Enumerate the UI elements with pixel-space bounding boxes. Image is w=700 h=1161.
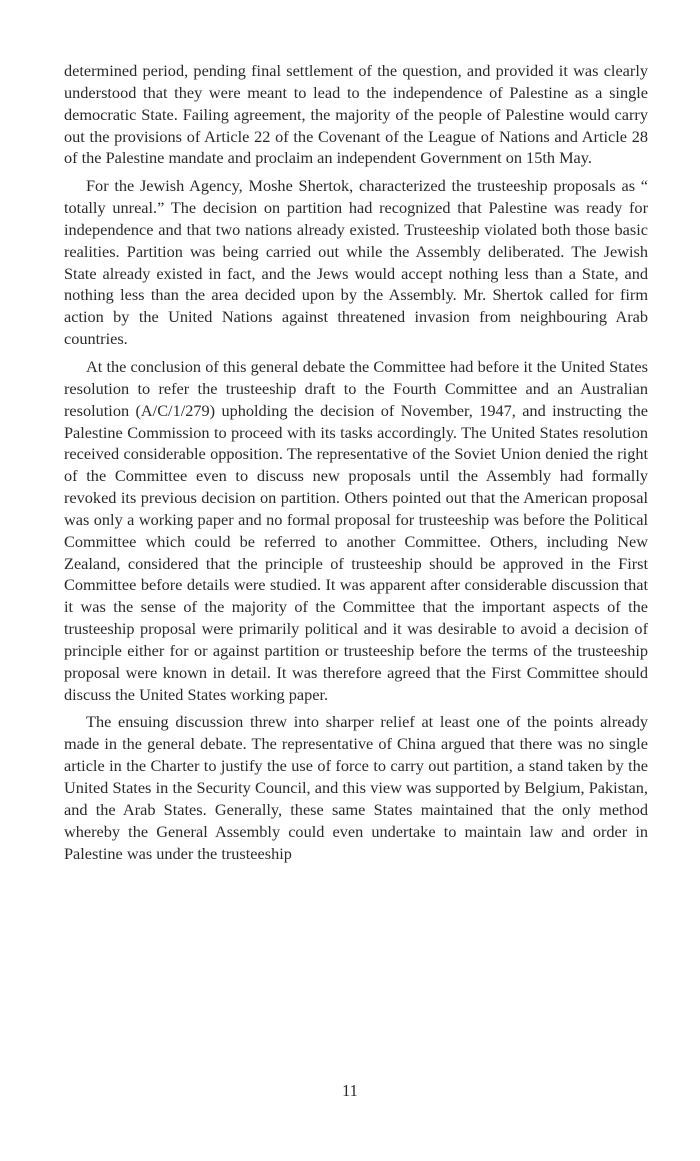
paragraph-3: At the conclusion of this general debate the Committee had before it the United States resolution to refer the trusteeship draft to the Fourth Committee and an Australian resolution (A/C/1/279) upholding the decision of November, 1947, and instructing the Palestine Commission to proceed with its tasks accordingly. The United States resolution received considerable opposition. The representative of the Soviet Union denied the right of the Committee even to discuss new proposals until the Assembly had formally revoked its previous decision on partition. Others pointed out that the American proposal was only a working paper and no formal proposal for trusteeship was before the Political Committee which could be referred to another Committee. Others, including New Zealand, considered that the principle of trusteeship should be approved in the First Committee before details were studied. It was apparent after considerable discussion that it was the sense of the majority of the Committee that the important aspects of the trusteeship proposal were primarily political and it was desirable to avoid a decision of principle either for or against partition or trusteeship before the terms of the trusteeship proposal were known in detail. It was therefore agreed that the First Committee should discuss the United States working paper.: [64, 356, 648, 704]
document-body: [64, 60, 648, 864]
paragraph-2: For the Jewish Agency, Moshe Shertok, characterized the trusteeship proposals as “ totally unreal.” The decision on partition had recognized that Palestine was ready for independence and that two nations already existed. Trusteeship violated both those basic realities. Partition was being carried out while the Assembly deliberated. The Jewish State already existed in fact, and the Jews would accept nothing less than a State, and nothing less than the area decided upon by the Assembly. Mr. Shertok called for firm action by the United Nations against threatened invasion from neighbouring Arab countries.: [64, 176, 648, 349]
paragraph-4: The ensuing discussion threw into sharper relief at least one of the points already made in the general debate. The representative of China argued that there was no single article in the Charter to justify the use of force to carry out partition, a stand taken by the United States in the Security Council, and this view was supported by Belgium, Pakistan, and the Arab States. Generally, these same States maintained that the only method whereby the General Assembly could even undertake to maintain law and order in Palestine was under the trusteeship: [64, 712, 648, 863]
page-number: 11: [342, 1081, 358, 1100]
paragraph-1: determined period, pending final settlement of the question, and provided it was clearly understood that they were meant to lead to the independence of Palestine as a single democratic State. Failing agreement, the majority of the people of Palestine would carry out the provisions of Article 22 of the Covenant of the League of Nations and Article 28 of the Palestine mandate and proclaim an independent Government on 15th May.: [64, 61, 648, 168]
